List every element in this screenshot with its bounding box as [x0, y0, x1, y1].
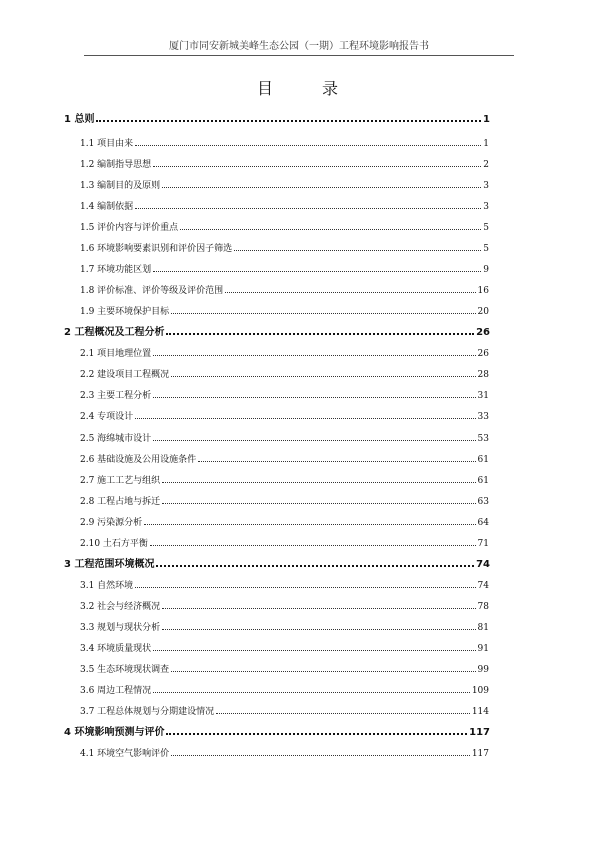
- toc-title: 目 录: [256, 79, 361, 98]
- toc-section-entry[interactable]: [80, 535, 489, 549]
- toc-section-entry[interactable]: [80, 577, 489, 591]
- dot-leader: [135, 198, 481, 209]
- dot-leader: [162, 177, 481, 188]
- toc-entry-label: 2.4 专项设计: [80, 412, 134, 422]
- toc-page-number: 117: [469, 727, 490, 738]
- toc-page-number: 9: [483, 265, 489, 275]
- toc-chapter-entry[interactable]: [64, 324, 490, 338]
- toc-entry-label: 2.1 项目地理位置: [80, 349, 152, 359]
- toc-entry-label: 2.6 基础设施及公用设施条件: [80, 455, 197, 465]
- toc-page-number: 78: [477, 602, 489, 612]
- toc-page-number: 20: [477, 307, 489, 317]
- toc-section-entry[interactable]: [80, 745, 489, 759]
- dot-leader: [225, 282, 475, 293]
- toc-section-entry[interactable]: [80, 703, 489, 717]
- toc-section-entry[interactable]: [80, 682, 489, 696]
- toc-entry-label: 1.9 主要环境保护目标: [80, 307, 170, 317]
- toc-page-number: 31: [477, 391, 489, 401]
- toc-entry-label: 2.5 海绵城市设计: [80, 434, 152, 444]
- toc-section-entry[interactable]: [80, 240, 489, 254]
- toc-page-number: 63: [477, 497, 489, 507]
- dot-leader: [216, 703, 470, 714]
- toc-entry-label: 4 环境影响预测与评价: [64, 727, 165, 738]
- toc-section-entry[interactable]: [80, 514, 489, 528]
- toc-section-entry[interactable]: [80, 493, 489, 507]
- toc-section-entry[interactable]: [80, 619, 489, 633]
- toc-section-entry[interactable]: [80, 472, 489, 486]
- toc-section-entry[interactable]: [80, 303, 489, 317]
- toc-entry-label: 2.10 土石方平衡: [80, 539, 148, 549]
- dot-leader: [171, 303, 475, 314]
- toc-page-number: 33: [477, 412, 489, 422]
- toc-page-number: 53: [477, 434, 489, 444]
- toc-entry-label: 1.2 编制指导思想: [80, 160, 152, 170]
- toc-page-number: 28: [477, 370, 489, 380]
- dot-leader: [150, 535, 476, 546]
- toc-section-entry[interactable]: [80, 135, 489, 149]
- toc-entry-label: 1.7 环境功能区划: [80, 265, 152, 275]
- toc-entry-label: 3.5 生态环境现状调查: [80, 665, 170, 675]
- toc-entry-label: 1 总则: [64, 114, 95, 125]
- toc-chapter-entry[interactable]: [64, 111, 490, 125]
- toc-page-number: 26: [477, 349, 489, 359]
- dot-leader: [135, 135, 481, 146]
- toc-page-number: 3: [483, 202, 489, 212]
- dot-leader: [162, 598, 475, 609]
- toc-entry-label: 1.8 评价标准、评价等级及评价范围: [80, 286, 224, 296]
- toc-section-entry[interactable]: [80, 408, 489, 422]
- toc-section-entry[interactable]: [80, 156, 489, 170]
- toc-section-entry[interactable]: [80, 430, 489, 444]
- toc-page-number: 91: [477, 644, 489, 654]
- dot-leader: [166, 323, 474, 335]
- toc-entry-label: 2.8 工程占地与拆迁: [80, 497, 161, 507]
- toc-page-number: 26: [476, 327, 490, 338]
- toc-page-number: 99: [477, 665, 489, 675]
- dot-leader: [96, 110, 481, 122]
- dot-leader: [144, 514, 475, 525]
- dot-leader: [166, 723, 467, 735]
- toc-entry-label: 2.3 主要工程分析: [80, 391, 152, 401]
- toc-entry-label: 3 工程范围环境概况: [64, 559, 155, 570]
- toc-entry-label: 3.4 环境质量现状: [80, 644, 152, 654]
- toc-page-number: 61: [477, 476, 489, 486]
- toc-page-number: 61: [477, 455, 489, 465]
- toc-page-number: 74: [476, 559, 490, 570]
- toc-page-number: 5: [483, 223, 489, 233]
- toc-section-entry[interactable]: [80, 451, 489, 465]
- dot-leader: [171, 745, 470, 756]
- toc-chapter-entry[interactable]: [64, 724, 490, 738]
- toc-page-number: 3: [483, 181, 489, 191]
- dot-leader: [153, 682, 470, 693]
- toc-entry-label: 4.1 环境空气影响评价: [80, 749, 170, 759]
- toc-page-number: 1: [483, 114, 490, 125]
- dot-leader: [162, 493, 475, 504]
- toc-page-number: 74: [477, 581, 489, 591]
- toc-entry-label: 1.6 环境影响要素识别和评价因子筛选: [80, 244, 233, 254]
- dot-leader: [180, 219, 481, 230]
- toc-entry-label: 2 工程概况及工程分析: [64, 327, 165, 338]
- toc-entry-label: 2.9 污染源分析: [80, 518, 143, 528]
- toc-section-entry[interactable]: [80, 261, 489, 275]
- toc-entry-label: 2.2 建设项目工程概况: [80, 370, 170, 380]
- toc-section-entry[interactable]: [80, 387, 489, 401]
- dot-leader: [198, 451, 475, 462]
- dot-leader: [171, 366, 475, 377]
- toc-entry-label: 2.7 施工工艺与组织: [80, 476, 161, 486]
- toc-section-entry[interactable]: [80, 219, 489, 233]
- dot-leader: [135, 408, 475, 419]
- toc-entry-label: 1.5 评价内容与评价重点: [80, 223, 179, 233]
- toc-entry-label: 3.1 自然环境: [80, 581, 134, 591]
- toc-section-entry[interactable]: [80, 282, 489, 296]
- toc-section-entry[interactable]: [80, 177, 489, 191]
- toc-page-number: 109: [471, 686, 489, 696]
- toc-page-number: 117: [471, 749, 489, 759]
- dot-leader: [162, 619, 475, 630]
- dot-leader: [171, 661, 475, 672]
- running-header: 厦门市同安新城美峰生态公园（一期）工程环境影响报告书: [84, 37, 514, 56]
- toc-entry-label: 1.1 项目由来: [80, 139, 134, 149]
- toc-page-number: 1: [483, 139, 489, 149]
- dot-leader: [153, 387, 475, 398]
- dot-leader: [153, 430, 475, 441]
- dot-leader: [153, 345, 475, 356]
- toc-page-number: 16: [477, 286, 489, 296]
- toc-entry-label: 1.4 编制依据: [80, 202, 134, 212]
- toc-section-entry[interactable]: [80, 640, 489, 654]
- toc-section-entry[interactable]: [80, 661, 489, 675]
- toc-entry-label: 3.7 工程总体规划与分期建设情况: [80, 707, 215, 717]
- toc-section-entry[interactable]: [80, 598, 489, 612]
- dot-leader: [162, 472, 475, 483]
- toc-page-number: 71: [477, 539, 489, 549]
- dot-leader: [153, 640, 475, 651]
- toc-page-number: 2: [483, 160, 489, 170]
- toc-section-entry[interactable]: [80, 345, 489, 359]
- toc-page-number: 81: [477, 623, 489, 633]
- dot-leader: [135, 577, 475, 588]
- toc-page-number: 5: [483, 244, 489, 254]
- toc-section-entry[interactable]: [80, 198, 489, 212]
- dot-leader: [156, 555, 474, 567]
- toc-section-entry[interactable]: [80, 366, 489, 380]
- toc-page-number: 114: [471, 707, 489, 717]
- toc-entry-label: 3.6 周边工程情况: [80, 686, 152, 696]
- dot-leader: [153, 261, 481, 272]
- dot-leader: [153, 156, 481, 167]
- toc-entry-label: 3.2 社会与经济概况: [80, 602, 161, 612]
- toc-page-number: 64: [477, 518, 489, 528]
- toc-entry-label: 1.3 编制目的及原则: [80, 181, 161, 191]
- toc-chapter-entry[interactable]: [64, 556, 490, 570]
- toc-entry-label: 3.3 规划与现状分析: [80, 623, 161, 633]
- dot-leader: [234, 240, 481, 251]
